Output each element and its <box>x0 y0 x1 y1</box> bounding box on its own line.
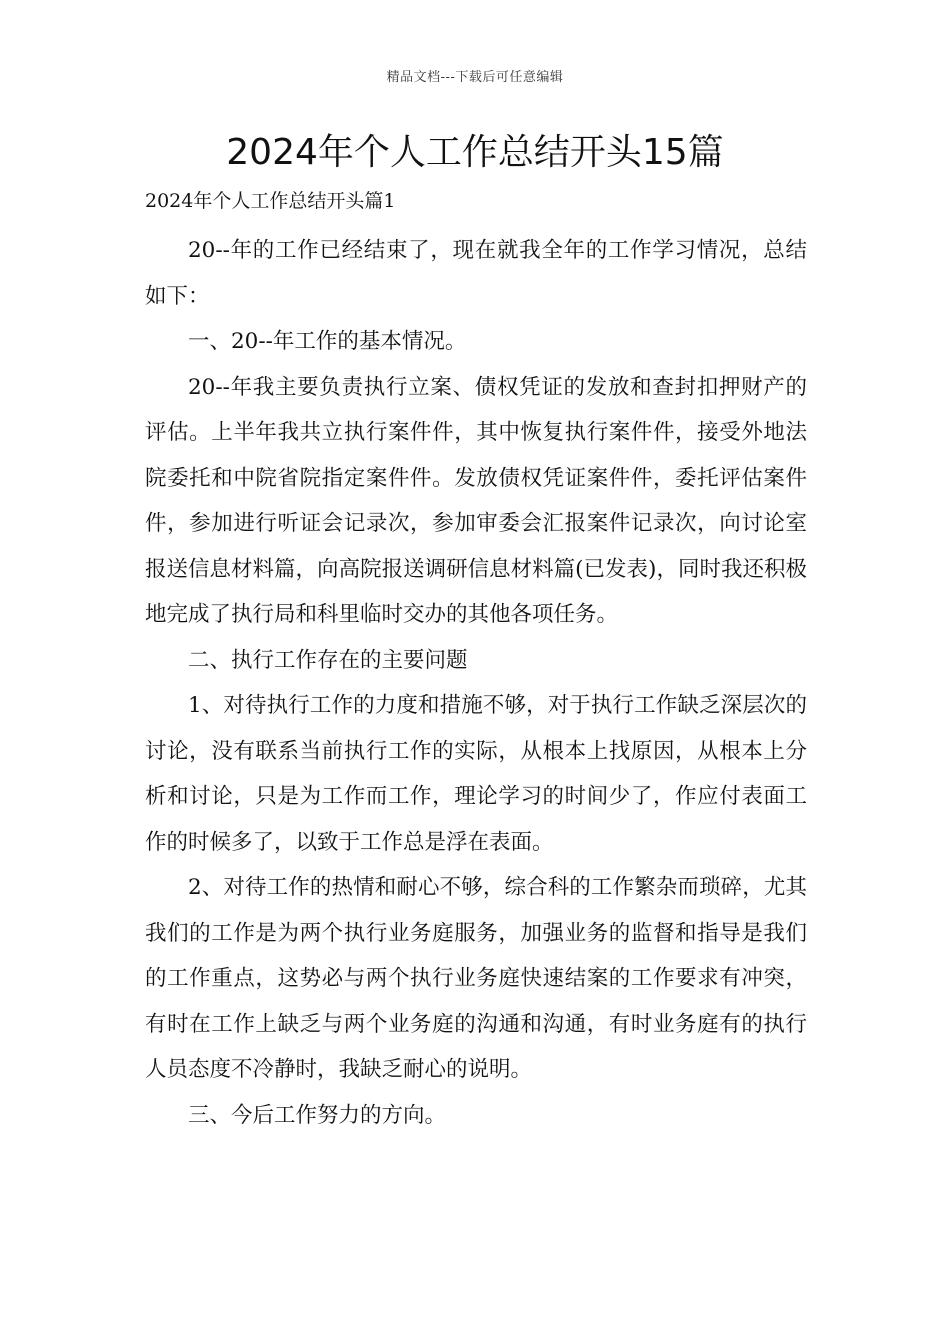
header-note: 精品文档---下载后可任意编辑 <box>386 70 564 85</box>
paragraph-heading-3: 三、今后工作努力的方向。 <box>188 1102 447 1128</box>
paragraph-heading-2: 二、执行工作存在的主要问题 <box>188 647 468 673</box>
paragraph-intro: 20--年的工作已经结束了，现在就我全年的工作学习情况，总结如下： <box>145 238 807 309</box>
paragraph-heading-1: 一、20--年工作的基本情况。 <box>188 329 467 354</box>
section-title: 2024年个人工作总结开头篇1 <box>145 190 396 212</box>
paragraph-problem-2: 2、对待工作的热情和耐心不够，综合科的工作繁杂而琐碎，尤其我们的工作是为两个执行业务庭服务，加强业务的监督和指导是我们的工作重点，这势必与两个执行业务庭快速结案的工作要求有冲突，有时在工作上缺乏与两个业务庭的沟通和沟通，有时业务庭有的执行人员态度不冷静时，我缺乏耐心的说明。 <box>145 875 807 1082</box>
paragraph-basic-situation: 20--年我主要负责执行立案、债权凭证的发放和查封扣押财产的评估。上半年我共立执行案件件，其中恢复执行案件件，接受外地法院委托和中院省院指定案件件。发放债权凭证案件件，委托评估案件件，参加进行听证会记录次，参加审委会汇报案件记录次，向讨论室报送信息材料篇，向高院报送调研信息材料篇(已发表)，同时我还积极地完成了执行局和科里临时交办的其他各项任务。 <box>145 374 807 627</box>
document-body <box>145 228 807 1138</box>
paragraph-problem-1: 1、对待执行工作的力度和措施不够，对于执行工作缺乏深层次的讨论，没有联系当前执行工作的实际，从根本上找原因，从根本上分析和讨论，只是为工作而工作，理论学习的时间少了，作应付表面工作的时候多了，以致于工作总是浮在表面。 <box>145 693 807 855</box>
document-title: 2024年个人工作总结开头15篇 <box>226 132 724 173</box>
